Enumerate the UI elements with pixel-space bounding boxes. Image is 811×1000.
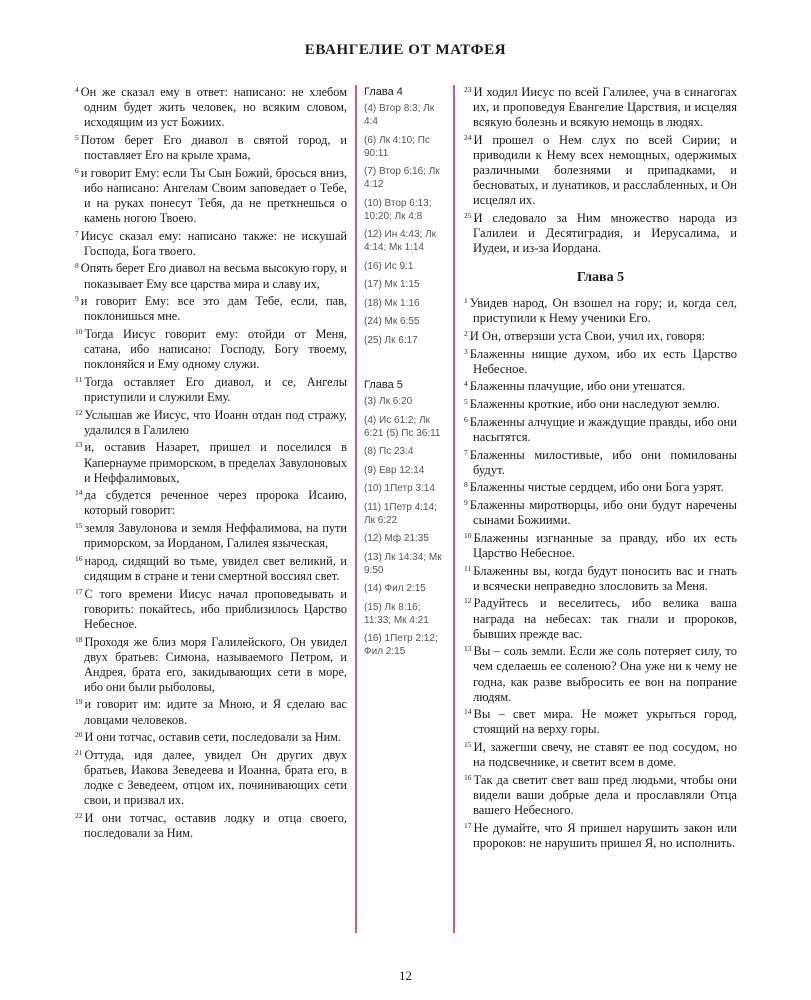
verse-number: 5 [464,397,468,407]
right-text-column [464,85,737,854]
verse-text: Блаженны милостивые, ибо они помилованы будут. [469,447,737,477]
verse-number: 12 [464,596,472,606]
cross-reference: (3) Лк 6:20 [364,396,413,407]
cross-reference: (18) Мк 1:16 [364,297,420,309]
verse [75,375,347,405]
verse-text: Услышав же Иисус, что Иоанн отдан под стражу, удалился в Галилею [84,407,347,437]
verse-number: 14 [464,707,472,717]
verse-text: Блаженны нищие духом, ибо их есть Царство Небесное. [469,346,737,376]
verse [464,133,737,208]
verse [75,521,347,551]
verse [464,379,737,394]
cross-reference: (15) Лк 8:16; 11:33; Мк 4:21 [364,601,429,626]
cross-reference: (17) Мк 1:15 [364,279,420,290]
verse-number: 12 [75,407,83,417]
verse [464,740,737,770]
verse [75,166,347,226]
verse-text: И прошел о Нем слух по всей Сирии; и приводили к Нему всех немощных, одержимых различными болезнями и припадками, и бесноватых, и лунатиков, и расслабленных, и Он исцелял их. [473,132,737,208]
verse-text: Блаженны вы, когда будут поносить вас и гнать и всячески неправедно злословить за Меня. [473,563,737,593]
verse [75,294,347,324]
verse [464,773,737,818]
verse-number: 23 [464,85,472,94]
verse-number: 6 [464,414,468,424]
verse-number: 11 [75,374,83,384]
verse-number: 13 [464,644,472,654]
column-divider-right [453,85,455,933]
verse-number: 8 [464,480,468,490]
verse [464,448,737,478]
verse-number: 15 [464,740,472,750]
verse [464,415,737,445]
cross-reference-column [364,86,448,664]
verse [464,329,737,344]
verse-number: 7 [464,447,468,457]
verse [75,748,347,808]
cross-reference: (12) Ин 4:43; Лк 4:14; Мк 1:14 [364,229,437,253]
verse-number: 5 [75,132,79,142]
verse-number: 1 [464,296,468,306]
verse-number: 16 [464,772,472,782]
verse-number: 16 [75,553,83,563]
column-divider-left [355,85,357,933]
cross-reference: (4) Ис 61:2; Лк 6:21 (5) Пс 36:11 [364,414,441,439]
cross-reference: (13) Лк 14:34; Мк 9:50 [364,551,442,576]
verse-text: Опять берет Его диавол на весьма высокую гору, и показывает Ему все царства мира и славу их, [80,261,347,291]
verses-chapter-5 [464,296,737,851]
verse [464,85,737,130]
verse-text: И, зажегши свечу, не ставят ее под сосудом, но на подсвечнике, и светит всем в доме. [473,740,737,770]
verse-text: Не думайте, что Я пришел нарушить закон или пророков: не нарушить пришел Я, но исполнить. [473,820,737,850]
verse-text: Иисус сказал ему: написано также: не искушай Господа, Бога твоего. [80,228,347,258]
cross-reference: (9) Евр 12:14 [364,464,425,476]
page-number: 12 [399,968,412,983]
verse-text: и говорит им: идите за Мною, и Я сделаю вас ловцами человеков. [84,697,347,727]
verse [75,587,347,632]
verse-text: Вы – свет мира. Не может укрыться город, стоящий на верху горы. [473,707,737,737]
verse-number: 17 [75,586,83,596]
verse-number: 10 [464,530,472,540]
verse-text: И они тотчас, оставив сети, последовали за Ним. [84,730,342,745]
verse-number: 17 [464,820,472,830]
verse [75,697,347,727]
verse [75,440,347,485]
cross-reference: (6) Лк 4:10; Пс 90:11 [364,134,430,159]
verse [75,261,347,291]
verse-text: И Он, отверзши уста Свои, учил их, говоря: [469,329,706,343]
verse-number: 20 [75,730,83,740]
verse-text: Так да светит свет ваш пред людьми, чтобы они видели ваши добрые дела и прославляли Отца вашего Небесного. [473,772,737,818]
verse-number: 4 [75,85,79,94]
verse-text: Тогда Иисус говорит ему: отойди от Меня, сатана, ибо написано: Господу, Богу твоему, поклоняйся и Ему одному служи. [84,326,347,372]
verse [75,635,347,695]
verse-text: И следовало за Ним множество народа из Галилеи и Десятиградия, и Иерусалима, и Иудеи, и из-за Иордана. [473,210,737,256]
verse [75,327,347,372]
cross-reference: (16) Ис 9:1 [364,260,414,272]
cross-reference: (8) Пс 23:4 [364,446,414,457]
cross-reference: (25) Лк 6:17 [364,334,418,346]
cross-reference: (14) Фил 2:15 [364,583,426,594]
verse [464,211,737,256]
verse-number: 21 [75,747,83,757]
verse-number: 15 [75,521,83,531]
verse-text: И ходил Иисус по всей Галилее, уча в синагогах их, и проповедуя Евангелие Царствия, и исцеляя всякую болезнь и всякую немощь в людях. [473,85,737,130]
verse [464,397,737,412]
verse-text: Радуйтесь и веселитесь, ибо велика ваша награда на небесах: так гнали и пророков, бывших прежде вас. [473,596,737,641]
left-text-column [75,85,347,844]
verse [464,480,737,495]
verse-number: 19 [75,697,83,707]
verse [464,644,737,704]
verse [75,408,347,438]
verse [75,730,347,745]
verse [75,488,347,518]
cross-reference: (10) Втор 6:13; 10:20; Лк 4:8 [364,197,432,222]
ref-list-chapter-5 [364,395,448,658]
cross-reference: (7) Втор 6:16; Лк 4:12 [364,166,440,190]
verse-text: Блаженны изгнанные за правду, ибо их есть Царство Небесное. [473,530,737,560]
verse-text: Вы – соль земли. Если же соль потеряет силу, то чем сделаешь ее соленою? Она уже ни к чему не годна, как разве выбросить ее вон на попрание людям. [473,644,737,704]
verse-number: 9 [75,294,79,304]
page-title: ЕВАНГЕЛИЕ ОТ МАТФЕЯ [304,42,507,58]
verse-text: Он же сказал ему в ответ: написано: не хлебом одним будет жить человек, но всяким словом, исходящим из уст Божиих. [80,85,347,130]
ref-chapter-5-heading: Глава 5 [364,379,403,391]
verse [464,531,737,561]
verse [464,564,737,594]
cross-reference: (12) Мф 21:35 [364,533,429,544]
verse-text: С того времени Иисус начал проповедывать и говорить: покайтесь, ибо приблизилось Царство Небесное. [84,586,347,631]
verse [75,811,347,841]
cross-reference: (4) Втор 8:3; Лк 4:4 [364,103,435,127]
cross-reference: (24) Мк 6:55 [364,316,420,327]
cross-reference: (10) 1Петр 3:14 [364,483,435,494]
verse-number: 3 [464,346,468,356]
verse-number: 8 [75,261,79,271]
cross-reference: (16) 1Петр 2:12; Фил 2:15 [364,633,438,657]
verse-text: Блаженны чистые сердцем, ибо они Бога узрят. [469,480,724,495]
verse [464,347,737,377]
ref-chapter-4-heading: Глава 4 [364,86,403,98]
verse-text: и говорит Ему: если Ты Сын Божий, бросься вниз, ибо написано: Ангелам Своим заповедает о Тебе, и на руках понесут Тебя, да не преткнешься о камень ногою Твоею. [80,165,347,225]
verse-number: 4 [464,379,468,389]
verse-text: народ, сидящий во тьме, увидел свет великий, и сидящим в стране и тени смертной воссиял свет. [84,553,347,583]
verse-text: Блаженны алчущие и жаждущие правды, ибо они насытятся. [469,414,737,444]
verse-number: 11 [464,563,472,573]
verse-text: Блаженны миротворцы, ибо они будут наречены сынами Божиими. [469,498,737,528]
verse-number: 6 [75,165,79,175]
verse-text: И они тотчас, оставив лодку и отца своего, последовали за Ним. [84,810,347,840]
verse [464,498,737,528]
verse [464,596,737,641]
verse-text: Блаженны плачущие, ибо они утешатся. [469,379,686,394]
verse-text: Блаженны кроткие, ибо они наследуют землю. [469,397,720,412]
verse-number: 9 [464,498,468,508]
verse-text: Проходя же близ моря Галилейского, Он увидел двух братьев: Симона, называемого Петром, и Андрея, брата его, закидывающих сети в море, ибо они были рыболовы, [84,634,347,694]
verse-text: Увидев народ, Он взошел на гору; и, когда сел, приступили к Нему ученики Его. [469,296,737,326]
verse-number: 13 [75,440,83,450]
verse-number: 14 [75,488,83,498]
verse-number: 25 [464,210,472,220]
chapter-5-title: Глава 5 [576,270,625,286]
cross-reference: (11) 1Петр 4:14; Лк 6:22 [364,501,437,526]
verse [75,85,347,130]
verse-number: 22 [75,810,83,820]
verses-chapter-4-end [464,85,737,256]
verse-text: Оттуда, идя далее, увидел Он других двух братьев, Иакова Зеведеева и Иоанна, брата его, в лодке с Зеведеем, отцом их, починивающих сети свои, и призвал их. [84,747,347,808]
verse-text: Тогда оставляет Его диавол, и се, Ангелы приступили и служили Ему. [84,374,347,404]
verse [464,821,737,851]
verse-text: да сбудется реченное через пророка Исаию, который говорит: [84,488,347,518]
ref-list-chapter-4 [364,102,448,347]
verse-text: Потом берет Его диавол в святой город, и поставляет Его на крыле храма, [80,132,347,162]
verse-number: 2 [464,329,468,338]
verse-number: 24 [464,132,472,142]
verse [464,296,737,326]
verse-number: 7 [75,228,79,238]
verse [75,229,347,259]
verse-text: и, оставив Назарет, пришел и поселился в Капернауме приморском, в пределах Завулоновых и Неффалимовых, [84,440,347,485]
verse-text: земля Завулонова и земля Неффалимова, на пути приморском, за Иорданом, Галилея языческая, [84,521,347,551]
verse-text: и говорит Ему: все это дам Тебе, если, пав, поклонишься мне. [80,294,347,324]
verse [75,133,347,163]
verse [464,707,737,737]
verse [75,554,347,584]
verse-number: 10 [75,326,83,336]
verse-number: 18 [75,634,83,644]
